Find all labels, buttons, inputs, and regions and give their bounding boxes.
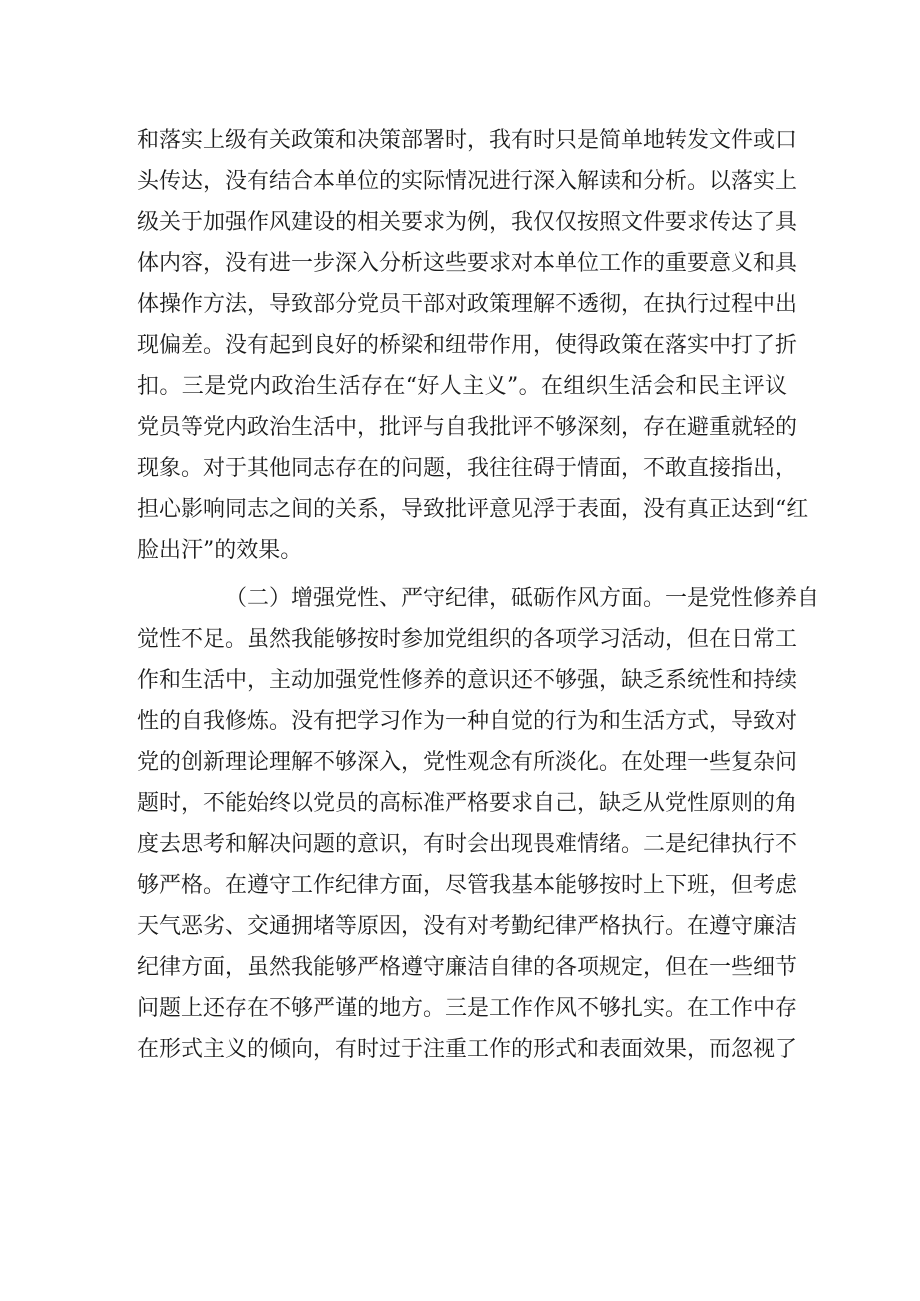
text-line: 担心影响同志之间的关系，导致批评意见浮于表面，没有真正达到“红: [137, 497, 809, 522]
text-line: 作和生活中，主动加强党性修养的意识还不够强，缺乏系统性和持续: [137, 668, 798, 693]
text-line: 度去思考和解决问题的意识，有时会出现畏难情绪。二是纪律执行不: [137, 832, 798, 857]
text-line: 党员等党内政治生活中，批评与自我批评不够深刻，存在避重就轻的: [137, 415, 798, 440]
text-line: 纪律方面，虽然我能够严格遵守廉洁自律的各项规定，但在一些细节: [137, 955, 798, 980]
text-line: 性的自我修炼。没有把学习作为一种自觉的行为和生活方式，导致对: [137, 709, 798, 734]
text-line: 党的创新理论理解不够深入，党性观念有所淡化。在处理一些复杂问: [137, 750, 798, 775]
text-line: 在形式主义的倾向，有时过于注重工作的形式和表面效果，而忽视了: [137, 1037, 798, 1062]
text-line: 体操作方法，导致部分党员干部对政策理解不透彻，在执行过程中出: [137, 292, 798, 317]
text-line: 问题上还存在不够严谨的地方。三是工作作风不够扎实。在工作中存: [137, 996, 798, 1021]
paragraph-2: [137, 578, 820, 1070]
document-body: [137, 120, 820, 1070]
text-line: 觉性不足。虽然我能够按时参加党组织的各项学习活动，但在日常工: [137, 627, 798, 652]
text-line: 现偏差。没有起到良好的桥梁和纽带作用，使得政策在落实中打了折: [137, 333, 798, 358]
text-line: 扣。三是党内政治生活存在“好人主义”。在组织生活会和民主评议: [137, 374, 787, 399]
paragraph-1: [137, 120, 809, 571]
text-line: 脸出汗”的效果。: [137, 538, 303, 563]
text-line: 级关于加强作风建设的相关要求为例，我仅仅按照文件要求传达了具: [137, 210, 798, 235]
text-line: 头传达，没有结合本单位的实际情况进行深入解读和分析。以落实上: [137, 169, 798, 194]
text-line: 天气恶劣、交通拥堵等原因，没有对考勤纪律严格执行。在遵守廉洁: [137, 914, 798, 939]
text-line: 现象。对于其他同志存在的问题，我往往碍于情面，不敢直接指出，: [137, 456, 798, 481]
text-line: 体内容，没有进一步深入分析这些要求对本单位工作的重要意义和具: [137, 251, 798, 276]
text-line: （二）增强党性、严守纪律，砥砺作风方面。一是党性修养自: [225, 586, 820, 611]
text-line: 和落实上级有关政策和决策部署时，我有时只是简单地转发文件或口: [137, 128, 798, 153]
paragraph-gap: [137, 571, 787, 578]
text-line: 够严格。在遵守工作纪律方面，尽管我基本能够按时上下班，但考虑: [137, 873, 798, 898]
text-line: 题时，不能始终以党员的高标准严格要求自己，缺乏从党性原则的角: [137, 791, 798, 816]
